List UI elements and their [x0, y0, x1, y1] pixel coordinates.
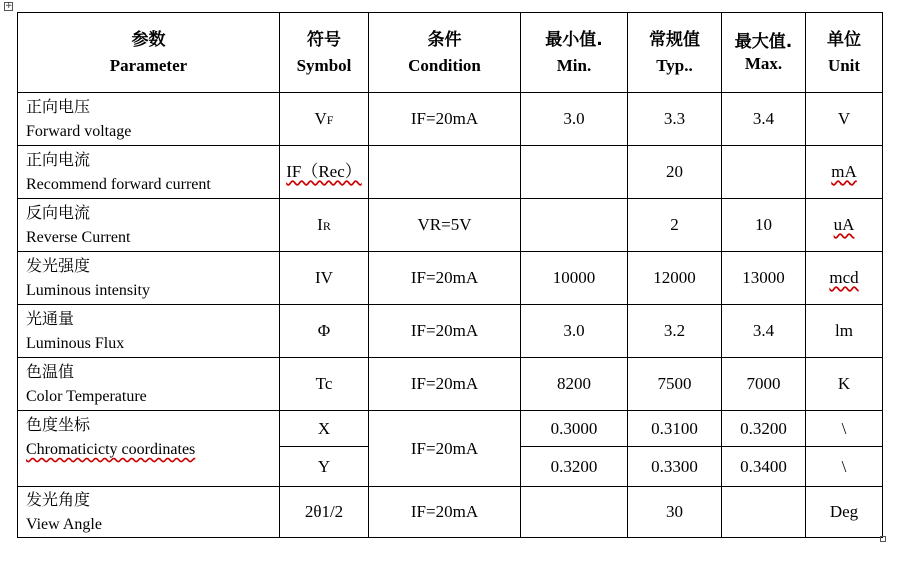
led-spec-table: [17, 12, 883, 538]
min-cell: [521, 146, 628, 199]
param-cell: 色度坐标 Chromaticicty coordinates: [18, 411, 280, 487]
symbol-cell: VF: [280, 93, 369, 146]
typ-cell: 0.3100: [628, 411, 722, 447]
condition-cell: IF=20mA: [369, 93, 521, 146]
max-cell: 10: [722, 199, 806, 252]
unit-cell: uA: [806, 199, 883, 252]
header-condition: 条件 Condition: [369, 13, 521, 93]
table-row: [18, 199, 883, 252]
min-cell: 10000: [521, 252, 628, 305]
typ-cell: 3.2: [628, 305, 722, 358]
typ-cell: 0.3300: [628, 447, 722, 487]
header-max: 最大值. Max.: [722, 13, 806, 93]
param-cell: 色温值 Color Temperature: [18, 358, 280, 411]
typ-cell: 30: [628, 487, 722, 538]
symbol-cell: X: [280, 411, 369, 447]
unit-cell: lm: [806, 305, 883, 358]
table-row: [18, 93, 883, 146]
table-row: [18, 358, 883, 411]
table-row: [18, 411, 883, 447]
max-cell: 0.3200: [722, 411, 806, 447]
typ-cell: 3.3: [628, 93, 722, 146]
max-cell: 3.4: [722, 93, 806, 146]
header-row: [18, 13, 883, 93]
typ-cell: 7500: [628, 358, 722, 411]
symbol-cell: Y: [280, 447, 369, 487]
param-cell: 反向电流 Reverse Current: [18, 199, 280, 252]
symbol-cell: Tc: [280, 358, 369, 411]
table-move-handle-icon[interactable]: +: [5, 1, 13, 11]
symbol-cell: IF（Rec）: [280, 146, 369, 199]
header-symbol: 符号 Symbol: [280, 13, 369, 93]
condition-cell: IF=20mA: [369, 358, 521, 411]
min-cell: 0.3000: [521, 411, 628, 447]
min-cell: 3.0: [521, 305, 628, 358]
symbol-cell: 2θ1/2: [280, 487, 369, 538]
unit-cell: \: [806, 447, 883, 487]
min-cell: [521, 487, 628, 538]
unit-cell: \: [806, 411, 883, 447]
condition-cell: IF=20mA: [369, 411, 521, 487]
unit-cell: Deg: [806, 487, 883, 538]
param-cell: 正向电流 Recommend forward current: [18, 146, 280, 199]
table-row: [18, 252, 883, 305]
condition-cell: IF=20mA: [369, 305, 521, 358]
param-cell: 光通量 Luminous Flux: [18, 305, 280, 358]
symbol-cell: IV: [280, 252, 369, 305]
header-min: 最小值. Min.: [521, 13, 628, 93]
header-typ: 常规值 Typ..: [628, 13, 722, 93]
typ-cell: 20: [628, 146, 722, 199]
condition-cell: VR=5V: [369, 199, 521, 252]
header-unit: 单位 Unit: [806, 13, 883, 93]
unit-cell: V: [806, 93, 883, 146]
unit-cell: mA: [806, 146, 883, 199]
max-cell: 7000: [722, 358, 806, 411]
condition-cell: [369, 146, 521, 199]
typ-cell: 2: [628, 199, 722, 252]
condition-cell: IF=20mA: [369, 487, 521, 538]
min-cell: [521, 199, 628, 252]
param-cell: 发光角度 View Angle: [18, 487, 280, 538]
typ-cell: 12000: [628, 252, 722, 305]
table-row: [18, 146, 883, 199]
max-cell: 0.3400: [722, 447, 806, 487]
max-cell: [722, 146, 806, 199]
max-cell: [722, 487, 806, 538]
min-cell: 3.0: [521, 93, 628, 146]
table-row: [18, 305, 883, 358]
header-parameter: 参数 Parameter: [18, 13, 280, 93]
max-cell: 13000: [722, 252, 806, 305]
symbol-cell: IR: [280, 199, 369, 252]
table-resize-handle-icon[interactable]: [880, 536, 886, 542]
unit-cell: K: [806, 358, 883, 411]
table-row: [18, 487, 883, 538]
min-cell: 0.3200: [521, 447, 628, 487]
max-cell: 3.4: [722, 305, 806, 358]
symbol-cell: Φ: [280, 305, 369, 358]
param-cell: 正向电压 Forward voltage: [18, 93, 280, 146]
param-cell: 发光强度 Luminous intensity: [18, 252, 280, 305]
min-cell: 8200: [521, 358, 628, 411]
condition-cell: IF=20mA: [369, 252, 521, 305]
unit-cell: mcd: [806, 252, 883, 305]
